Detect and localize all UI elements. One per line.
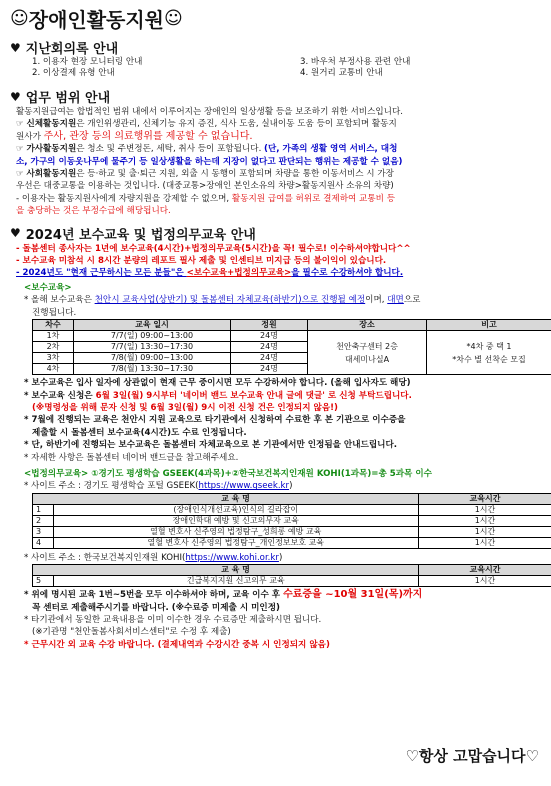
kohi-site: * 사이트 주소 : 한국보건복지인재원 KOHI(https://www.kohi.or.kr) xyxy=(24,552,283,563)
legal-section: <법정의무교육> ①경기도 평생학습 GSEEK(4과목)+②한국보건복지인재원 KOHI(1과목)=총 5과목 이수 * 사이트 주소 : 경기도 평생학습 포털 GSEEK(https://www.gseek.kr) xyxy=(24,468,432,492)
place-cell: 천안축구센터 2층 대세미나실A xyxy=(308,331,427,375)
kohi-course-table xyxy=(32,564,551,587)
pointing-hand-icon: ☞ xyxy=(16,119,24,130)
gseek-link[interactable]: https://www.gseek.kr xyxy=(198,481,290,492)
table-header-row: 교 육 명 교육시간 xyxy=(33,565,551,576)
minutes-list xyxy=(32,57,541,79)
heart-icon: ♥ xyxy=(10,89,21,104)
kohi-link[interactable]: https://www.kohi.or.kr xyxy=(185,552,279,563)
bosu-notes: * 보수교육은 입사 일자에 상관없이 현재 근무 중이시면 모두 수강하셔야 합니다. (올해 입사자도 해당) * 보수교육 신청은 6월 3일(월) 9시부터 '네이버 밴드 보수교육 안내 글에 댓글' 로 신청 부탁드립니다. (※명령성을 위해 문자 신청 및 6월 3일(월) 9시 이전 신청 건은 인정되지 않음!) * 7월에 진행되는 교육은 천안시 지원 교육으로 타기관에서 신청하여 수료한 후 본 기관으로 이수증을 제출할 시 돌봄센터 보수교육(4시간)도 수료 인정됩니다. * 단, 하반기에 진행되는 보수교육은 돌봄센터 자체교육으로 본 기관에서만 인정됨을 안내드립니다. * 자세한 사항은 돌봄센터 네이버 밴드글을 참고해주세요. xyxy=(24,378,412,463)
legal-notes: * 위에 명시된 교육 1번~5번을 모두 이수하셔야 하며, 교육 이수 후 수료증을 ~10월 31일(목)까지 꼭 센터로 제출해주시기를 바랍니다. (※수료증 미제출 시 미인정) * 타기관에서 동일한 교육내용을 이미 이수한 경우 수료증만 제출하시면 됩니다. (※기관명 "천안돌봄사회서비스센터"로 수정 후 제출) * 근무시간 외 교육 수강 바랍니다. (결제내역과 수강시간 중복 시 인정되지 않음) xyxy=(24,589,423,650)
list-item: 3. 바우처 부정사용 관련 안내 xyxy=(300,57,411,67)
education-summary: - 돌봄센터 종사자는 1년에 보수교육(4시간)+법정의무교육(5시간)을 꼭! 필수로! 이수하셔야합니다^^ - 보수교육 미참석 시 8시간 분량의 레포트 필사 제출 및 인센티브 미지급 등의 불이익이 있습니다. - 2024년도 "현재 근무하시는 모든 분들"은 <보수교육+법정의무교육>을 필수로 수강하셔야 합니다. xyxy=(16,243,411,279)
heart-icon: ♥ xyxy=(10,40,21,55)
pointing-hand-icon: ☞ xyxy=(16,169,24,180)
table-row: 1차 7/7(일) 09:00~13:00 24명 천안축구센터 2층 대세미나실A *4차 중 택 1 *차수 별 선착순 모집 xyxy=(33,331,551,342)
closing-message: ♡항상 고맙습니다♡ xyxy=(405,747,539,765)
table-row: 3차 7/8(월) 09:00~13:00 24명 xyxy=(33,353,551,364)
table-row: 5 긴급복지지원 신고의무 교육 1시간 xyxy=(33,576,551,587)
heart-icon: ♥ xyxy=(10,226,21,241)
smiley-icon: ☺ xyxy=(10,7,29,29)
pointing-hand-icon: ☞ xyxy=(16,144,24,155)
list-item: 2. 이상결제 유형 안내 xyxy=(32,68,115,78)
table-row: 1 (장애인식개선교육)인식의 길라잡이 1시간 xyxy=(33,504,551,515)
table-header-row: 차수 교육 일시 정원 장소 비고 xyxy=(33,320,551,331)
table-header-row: 교 육 명 교육시간 xyxy=(33,493,551,504)
list-item: 1. 이용자 현장 모니터링 안내 xyxy=(32,57,143,67)
bosu-section: <보수교육> * 올해 보수교육은 천안시 교육사업(상반기) 및 돌봄센터 자체교육(하반기)으로 진행될 예정이며, 대면으로 진행됩니다. xyxy=(24,282,421,318)
gseek-course-table xyxy=(32,493,551,549)
page-title-text: 장애인활동지원 xyxy=(28,7,165,32)
section-heading-scope: ♥ 업무 범위 안내 xyxy=(10,89,111,106)
page-title xyxy=(10,4,541,32)
table-row: 4 열혈 변호사 신주영의 법정탐구_개인정보보호 교육 1시간 xyxy=(33,537,551,548)
table-row: 2차 7/7(일) 13:30~17:30 24명 xyxy=(33,342,551,353)
scope-body: 활동지원급여는 합법적인 범위 내에서 이루어지는 장애인의 일상생활 등을 보조하기 위한 서비스입니다. ☞ 신체활동지원은 개인위생관리, 신체기능 유지 증진, 식사 도움, 실내이동 도움 등이 포함되며 활동지 원사가 주사, 관장 등의 의료행위를 제공할 수 없습니다. ☞ 가사활동지원은 청소 및 주변정돈, 세탁, 취사 등이 포함됩니다. (단, 가족의 생활 영역 서비스, 대청 소, 가구의 이동옷나무에 물주기 등 일상생활을 하는데 지장이 없다고 판단되는 행위는 제공할 수 없음) ☞ 사회활동지원은 등·하교 및 출·퇴근 지원, 외출 시 동행이 포함되며 차량을 통한 이동서비스 시 가장 우선은 대중교통을 이용하는 것입니다. (대중교통>장애인 본인소유의 차량>활동지원사 소유의 차량) - 이용자는 활동지원사에게 자량지원을 강제할 수 없으며, 활동지원 급여를 허위로 결제하여 교통비 등 을 충당하는 것은 부정수급에 해당됩니다. xyxy=(16,107,404,217)
section-heading-minutes: ♥ 지난회의록 안내 xyxy=(10,40,119,57)
section-heading-education: ♥ 2024년 보수교육 및 법정의무교육 안내 xyxy=(10,226,256,243)
list-item: 4. 원거리 교통비 안내 xyxy=(300,68,383,78)
note-cell: *4차 중 택 1 *차수 별 선착순 모집 xyxy=(427,331,551,375)
table-row: 4차 7/8(월) 13:30~17:30 24명 xyxy=(33,364,551,375)
bosu-schedule-table xyxy=(32,319,551,375)
table-row: 2 장애인학대 예방 및 신고의무자 교육 1시간 xyxy=(33,515,551,526)
table-row: 3 열혈 변호사 신주영의 법정탐구_성희롱 예방 교육 1시간 xyxy=(33,526,551,537)
smiley-icon: ☺ xyxy=(164,7,183,29)
